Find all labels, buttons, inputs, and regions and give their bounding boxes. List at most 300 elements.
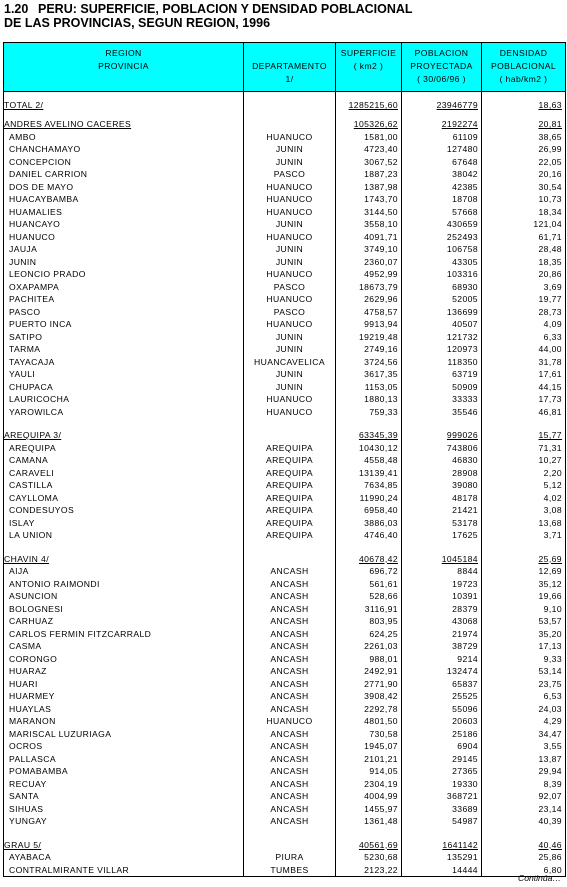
province-name: CONDESUYOS bbox=[4, 504, 244, 517]
table-row bbox=[4, 615, 566, 628]
poblacion-cell: 43068 bbox=[402, 615, 482, 628]
province-name: SANTA bbox=[4, 790, 244, 803]
poblacion-cell: 135291 bbox=[402, 851, 482, 864]
poblacion-cell: 57668 bbox=[402, 206, 482, 219]
total-row bbox=[4, 92, 566, 119]
province-name: LEONCIO PRADO bbox=[4, 268, 244, 281]
densidad-cell: 61,71 bbox=[482, 231, 566, 244]
table-row bbox=[4, 640, 566, 653]
superficie-cell: 1743,70 bbox=[336, 193, 402, 206]
table-row bbox=[4, 678, 566, 691]
superficie-cell: 9913,94 bbox=[336, 318, 402, 331]
densidad-cell: 9,33 bbox=[482, 653, 566, 666]
province-name: HUARI bbox=[4, 678, 244, 691]
spacer-row bbox=[4, 418, 566, 429]
poblacion-cell: 19330 bbox=[402, 778, 482, 791]
superficie-cell: 40678,42 bbox=[336, 553, 402, 566]
table-row bbox=[4, 406, 566, 419]
table-number: 1.20 bbox=[4, 2, 29, 16]
departamento-cell: HUANUCO bbox=[244, 131, 336, 144]
province-name: PALLASCA bbox=[4, 753, 244, 766]
densidad-cell: 4,29 bbox=[482, 715, 566, 728]
poblacion-cell: 23946779 bbox=[402, 92, 482, 119]
region-row bbox=[4, 429, 566, 442]
superficie-cell: 730,58 bbox=[336, 728, 402, 741]
table-row bbox=[4, 603, 566, 616]
table-row bbox=[4, 851, 566, 864]
superficie-cell: 2360,07 bbox=[336, 256, 402, 269]
departamento-cell: ANCASH bbox=[244, 640, 336, 653]
densidad-cell: 24,03 bbox=[482, 703, 566, 716]
superficie-cell: 11990,24 bbox=[336, 492, 402, 505]
table-row bbox=[4, 765, 566, 778]
poblacion-cell: 999026 bbox=[402, 429, 482, 442]
poblacion-cell: 42385 bbox=[402, 181, 482, 194]
province-name: CORONGO bbox=[4, 653, 244, 666]
table-row bbox=[4, 218, 566, 231]
departamento-cell: JUNIN bbox=[244, 218, 336, 231]
superficie-cell: 914,05 bbox=[336, 765, 402, 778]
poblacion-cell: 10391 bbox=[402, 590, 482, 603]
superficie-cell: 1285215,60 bbox=[336, 92, 402, 119]
superficie-cell: 3067,52 bbox=[336, 156, 402, 169]
departamento-cell: HUANUCO bbox=[244, 268, 336, 281]
departamento-cell: HUANUCO bbox=[244, 231, 336, 244]
departamento-cell: ANCASH bbox=[244, 703, 336, 716]
table-row bbox=[4, 803, 566, 816]
table-row bbox=[4, 243, 566, 256]
poblacion-cell: 18708 bbox=[402, 193, 482, 206]
departamento-cell: HUANUCO bbox=[244, 293, 336, 306]
table-row bbox=[4, 368, 566, 381]
table-row bbox=[4, 864, 566, 877]
poblacion-cell: 118350 bbox=[402, 356, 482, 369]
table-row bbox=[4, 728, 566, 741]
departamento-cell: ANCASH bbox=[244, 765, 336, 778]
header-superficie: SUPERFICIE ( km2 ) bbox=[336, 43, 402, 92]
superficie-cell: 624,25 bbox=[336, 628, 402, 641]
departamento-cell: JUNIN bbox=[244, 143, 336, 156]
departamento-cell: ANCASH bbox=[244, 590, 336, 603]
poblacion-cell: 368721 bbox=[402, 790, 482, 803]
table-row bbox=[4, 256, 566, 269]
superficie-cell: 2492,91 bbox=[336, 665, 402, 678]
province-name: ANDRES AVELINO CACERES bbox=[4, 118, 244, 131]
table-row bbox=[4, 590, 566, 603]
region-row bbox=[4, 118, 566, 131]
superficie-cell: 759,33 bbox=[336, 406, 402, 419]
densidad-cell: 19,66 bbox=[482, 590, 566, 603]
poblacion-cell: 38729 bbox=[402, 640, 482, 653]
superficie-cell: 2771,90 bbox=[336, 678, 402, 691]
densidad-cell: 17,73 bbox=[482, 393, 566, 406]
table-row bbox=[4, 206, 566, 219]
departamento-cell: ANCASH bbox=[244, 678, 336, 691]
poblacion-cell: 21974 bbox=[402, 628, 482, 641]
province-name: HUARMEY bbox=[4, 690, 244, 703]
superficie-cell: 561,61 bbox=[336, 578, 402, 591]
superficie-cell: 3617,35 bbox=[336, 368, 402, 381]
poblacion-cell: 65837 bbox=[402, 678, 482, 691]
densidad-cell: 92,07 bbox=[482, 790, 566, 803]
densidad-cell: 9,10 bbox=[482, 603, 566, 616]
densidad-cell: 20,86 bbox=[482, 268, 566, 281]
departamento-cell: PIURA bbox=[244, 851, 336, 864]
densidad-cell: 23,14 bbox=[482, 803, 566, 816]
densidad-cell: 25,69 bbox=[482, 553, 566, 566]
spacer-row bbox=[4, 542, 566, 553]
province-name: CAMANA bbox=[4, 454, 244, 467]
title-line-1: PERU: SUPERFICIE, POBLACION Y DENSIDAD POBLACIONAL bbox=[38, 2, 413, 16]
poblacion-cell: 132474 bbox=[402, 665, 482, 678]
densidad-cell: 28,73 bbox=[482, 306, 566, 319]
densidad-cell: 13,68 bbox=[482, 517, 566, 530]
departamento-cell: JUNIN bbox=[244, 331, 336, 344]
poblacion-cell: 20603 bbox=[402, 715, 482, 728]
poblacion-cell: 53178 bbox=[402, 517, 482, 530]
departamento-cell: TUMBES bbox=[244, 864, 336, 877]
densidad-cell: 35,12 bbox=[482, 578, 566, 591]
departamento-cell bbox=[244, 118, 336, 131]
title-line-2: DE LAS PROVINCIAS, SEGUN REGION, 1996 bbox=[4, 16, 271, 30]
poblacion-cell: 25525 bbox=[402, 690, 482, 703]
departamento-cell: ANCASH bbox=[244, 665, 336, 678]
departamento-cell: ANCASH bbox=[244, 803, 336, 816]
superficie-cell: 4091,71 bbox=[336, 231, 402, 244]
superficie-cell: 4558,48 bbox=[336, 454, 402, 467]
superficie-cell: 1581,00 bbox=[336, 131, 402, 144]
poblacion-cell: 106758 bbox=[402, 243, 482, 256]
departamento-cell: HUANUCO bbox=[244, 181, 336, 194]
superficie-cell: 18673,79 bbox=[336, 281, 402, 294]
departamento-cell: ANCASH bbox=[244, 603, 336, 616]
densidad-cell: 3,71 bbox=[482, 529, 566, 542]
densidad-cell: 3,08 bbox=[482, 504, 566, 517]
densidad-cell: 13,87 bbox=[482, 753, 566, 766]
province-name: AMBO bbox=[4, 131, 244, 144]
province-name: ANTONIO RAIMONDI bbox=[4, 578, 244, 591]
poblacion-cell: 136699 bbox=[402, 306, 482, 319]
departamento-cell: ANCASH bbox=[244, 653, 336, 666]
superficie-cell: 3558,10 bbox=[336, 218, 402, 231]
table-row bbox=[4, 628, 566, 641]
table-row bbox=[4, 815, 566, 828]
departamento-cell: ANCASH bbox=[244, 578, 336, 591]
densidad-cell: 53,57 bbox=[482, 615, 566, 628]
densidad-cell: 30,54 bbox=[482, 181, 566, 194]
superficie-cell: 1387,98 bbox=[336, 181, 402, 194]
table-row bbox=[4, 753, 566, 766]
province-name: CAYLLOMA bbox=[4, 492, 244, 505]
poblacion-cell: 27365 bbox=[402, 765, 482, 778]
densidad-cell: 17,61 bbox=[482, 368, 566, 381]
table-row bbox=[4, 517, 566, 530]
province-name: POMABAMBA bbox=[4, 765, 244, 778]
province-name: AIJA bbox=[4, 565, 244, 578]
superficie-cell: 4746,40 bbox=[336, 529, 402, 542]
densidad-cell: 44,00 bbox=[482, 343, 566, 356]
poblacion-cell: 33333 bbox=[402, 393, 482, 406]
densidad-cell: 44,15 bbox=[482, 381, 566, 394]
densidad-cell: 10,27 bbox=[482, 454, 566, 467]
poblacion-cell: 50909 bbox=[402, 381, 482, 394]
superficie-cell: 63345,39 bbox=[336, 429, 402, 442]
poblacion-cell: 6904 bbox=[402, 740, 482, 753]
table-row bbox=[4, 306, 566, 319]
densidad-cell: 34,47 bbox=[482, 728, 566, 741]
superficie-cell: 4801,50 bbox=[336, 715, 402, 728]
poblacion-cell: 21421 bbox=[402, 504, 482, 517]
table-row bbox=[4, 131, 566, 144]
superficie-cell: 105326,62 bbox=[336, 118, 402, 131]
province-name: CONCEPCION bbox=[4, 156, 244, 169]
densidad-cell: 6,33 bbox=[482, 331, 566, 344]
province-name: LAURICOCHA bbox=[4, 393, 244, 406]
province-name: ISLAY bbox=[4, 517, 244, 530]
poblacion-cell: 29145 bbox=[402, 753, 482, 766]
header-departamento: DEPARTAMENTO 1/ bbox=[244, 43, 336, 92]
departamento-cell: HUANUCO bbox=[244, 393, 336, 406]
superficie-cell: 1153,05 bbox=[336, 381, 402, 394]
table-row bbox=[4, 504, 566, 517]
departamento-cell bbox=[244, 92, 336, 119]
province-name: OXAPAMPA bbox=[4, 281, 244, 294]
province-name: HUAMALIES bbox=[4, 206, 244, 219]
superficie-cell: 5230,68 bbox=[336, 851, 402, 864]
densidad-cell: 4,09 bbox=[482, 318, 566, 331]
continua-note: Continúa… bbox=[518, 873, 561, 883]
table-row bbox=[4, 454, 566, 467]
departamento-cell bbox=[244, 429, 336, 442]
departamento-cell: HUANUCO bbox=[244, 715, 336, 728]
poblacion-cell: 127480 bbox=[402, 143, 482, 156]
superficie-cell: 6958,40 bbox=[336, 504, 402, 517]
poblacion-cell: 68930 bbox=[402, 281, 482, 294]
table-row bbox=[4, 168, 566, 181]
poblacion-cell: 63719 bbox=[402, 368, 482, 381]
densidad-cell: 38,65 bbox=[482, 131, 566, 144]
poblacion-cell: 40507 bbox=[402, 318, 482, 331]
province-name: OCROS bbox=[4, 740, 244, 753]
departamento-cell: AREQUIPA bbox=[244, 492, 336, 505]
densidad-cell: 12,69 bbox=[482, 565, 566, 578]
province-name: DOS DE MAYO bbox=[4, 181, 244, 194]
table-row bbox=[4, 381, 566, 394]
departamento-cell: ANCASH bbox=[244, 815, 336, 828]
departamento-cell: ANCASH bbox=[244, 615, 336, 628]
departamento-cell: JUNIN bbox=[244, 368, 336, 381]
table-row bbox=[4, 778, 566, 791]
departamento-cell: JUNIN bbox=[244, 381, 336, 394]
province-name: TARMA bbox=[4, 343, 244, 356]
province-name: PASCO bbox=[4, 306, 244, 319]
densidad-cell: 22,05 bbox=[482, 156, 566, 169]
poblacion-cell: 8844 bbox=[402, 565, 482, 578]
poblacion-cell: 1641142 bbox=[402, 839, 482, 852]
table-row bbox=[4, 356, 566, 369]
poblacion-cell: 43305 bbox=[402, 256, 482, 269]
table-row bbox=[4, 790, 566, 803]
poblacion-cell: 14444 bbox=[402, 864, 482, 877]
province-name: TAYACAJA bbox=[4, 356, 244, 369]
densidad-cell: 31,78 bbox=[482, 356, 566, 369]
province-name: DANIEL CARRION bbox=[4, 168, 244, 181]
province-name: JAUJA bbox=[4, 243, 244, 256]
table-row bbox=[4, 231, 566, 244]
province-name: TOTAL 2/ bbox=[4, 92, 244, 119]
table-row bbox=[4, 665, 566, 678]
province-name: YUNGAY bbox=[4, 815, 244, 828]
superficie-cell: 2304,19 bbox=[336, 778, 402, 791]
poblacion-cell: 35546 bbox=[402, 406, 482, 419]
superficie-cell: 1887,23 bbox=[336, 168, 402, 181]
province-name: HUARAZ bbox=[4, 665, 244, 678]
table-row bbox=[4, 492, 566, 505]
table-row bbox=[4, 565, 566, 578]
poblacion-cell: 46830 bbox=[402, 454, 482, 467]
province-name: AREQUIPA 3/ bbox=[4, 429, 244, 442]
superficie-cell: 10430,12 bbox=[336, 442, 402, 455]
table-row bbox=[4, 181, 566, 194]
region-row bbox=[4, 839, 566, 852]
departamento-cell: ANCASH bbox=[244, 790, 336, 803]
densidad-cell: 28,48 bbox=[482, 243, 566, 256]
departamento-cell: HUANUCO bbox=[244, 318, 336, 331]
poblacion-cell: 38042 bbox=[402, 168, 482, 181]
province-name: JUNIN bbox=[4, 256, 244, 269]
superficie-cell: 1361,48 bbox=[336, 815, 402, 828]
poblacion-cell: 39080 bbox=[402, 479, 482, 492]
poblacion-cell: 55096 bbox=[402, 703, 482, 716]
departamento-cell: AREQUIPA bbox=[244, 517, 336, 530]
superficie-cell: 4952,99 bbox=[336, 268, 402, 281]
province-name: CASTILLA bbox=[4, 479, 244, 492]
table-row bbox=[4, 703, 566, 716]
table-row bbox=[4, 156, 566, 169]
province-name: HUAYLAS bbox=[4, 703, 244, 716]
poblacion-cell: 52005 bbox=[402, 293, 482, 306]
province-name: RECUAY bbox=[4, 778, 244, 791]
poblacion-cell: 28908 bbox=[402, 467, 482, 480]
province-name: CONTRALMIRANTE VILLAR bbox=[4, 864, 244, 877]
table-row bbox=[4, 331, 566, 344]
superficie-cell: 1455,97 bbox=[336, 803, 402, 816]
table-row bbox=[4, 653, 566, 666]
table-row bbox=[4, 467, 566, 480]
departamento-cell: AREQUIPA bbox=[244, 479, 336, 492]
province-name: LA UNION bbox=[4, 529, 244, 542]
departamento-cell bbox=[244, 553, 336, 566]
superficie-cell: 40561,69 bbox=[336, 839, 402, 852]
densidad-cell: 121,04 bbox=[482, 218, 566, 231]
table-row bbox=[4, 442, 566, 455]
departamento-cell: HUANUCO bbox=[244, 406, 336, 419]
departamento-cell: AREQUIPA bbox=[244, 529, 336, 542]
table-row bbox=[4, 268, 566, 281]
superficie-cell: 4004,99 bbox=[336, 790, 402, 803]
densidad-cell: 18,34 bbox=[482, 206, 566, 219]
poblacion-cell: 430659 bbox=[402, 218, 482, 231]
departamento-cell: JUNIN bbox=[244, 156, 336, 169]
departamento-cell: HUANCAVELICA bbox=[244, 356, 336, 369]
header-poblacion: POBLACION PROYECTADA ( 30/06/96 ) bbox=[402, 43, 482, 92]
superficie-cell: 803,95 bbox=[336, 615, 402, 628]
data-table bbox=[3, 42, 566, 877]
province-name: CARLOS FERMIN FITZCARRALD bbox=[4, 628, 244, 641]
table-row bbox=[4, 690, 566, 703]
table-row bbox=[4, 740, 566, 753]
superficie-cell: 19219,48 bbox=[336, 331, 402, 344]
densidad-cell: 2,20 bbox=[482, 467, 566, 480]
departamento-cell: ANCASH bbox=[244, 690, 336, 703]
superficie-cell: 3749,10 bbox=[336, 243, 402, 256]
superficie-cell: 3886,03 bbox=[336, 517, 402, 530]
poblacion-cell: 252493 bbox=[402, 231, 482, 244]
province-name: CHANCHAMAYO bbox=[4, 143, 244, 156]
densidad-cell: 46,81 bbox=[482, 406, 566, 419]
table-row bbox=[4, 529, 566, 542]
densidad-cell: 4,02 bbox=[482, 492, 566, 505]
superficie-cell: 7634,85 bbox=[336, 479, 402, 492]
poblacion-cell: 120973 bbox=[402, 343, 482, 356]
poblacion-cell: 121732 bbox=[402, 331, 482, 344]
poblacion-cell: 9214 bbox=[402, 653, 482, 666]
departamento-cell: AREQUIPA bbox=[244, 442, 336, 455]
header-row bbox=[4, 43, 566, 92]
departamento-cell: AREQUIPA bbox=[244, 504, 336, 517]
province-name: AREQUIPA bbox=[4, 442, 244, 455]
table-row bbox=[4, 281, 566, 294]
densidad-cell: 26,99 bbox=[482, 143, 566, 156]
departamento-cell: AREQUIPA bbox=[244, 454, 336, 467]
densidad-cell: 5,12 bbox=[482, 479, 566, 492]
densidad-cell: 19,77 bbox=[482, 293, 566, 306]
header-region-provincia: REGION PROVINCIA bbox=[4, 43, 244, 92]
table-row bbox=[4, 318, 566, 331]
superficie-cell: 13139,41 bbox=[336, 467, 402, 480]
header-densidad: DENSIDAD POBLACIONAL ( hab/km2 ) bbox=[482, 43, 566, 92]
departamento-cell: JUNIN bbox=[244, 256, 336, 269]
densidad-cell: 6,80 bbox=[482, 864, 566, 877]
departamento-cell: AREQUIPA bbox=[244, 467, 336, 480]
departamento-cell: ANCASH bbox=[244, 740, 336, 753]
province-name: ASUNCION bbox=[4, 590, 244, 603]
densidad-cell: 35,20 bbox=[482, 628, 566, 641]
densidad-cell: 15,77 bbox=[482, 429, 566, 442]
departamento-cell: HUANUCO bbox=[244, 193, 336, 206]
region-row bbox=[4, 553, 566, 566]
densidad-cell: 3,69 bbox=[482, 281, 566, 294]
spacer-row bbox=[4, 828, 566, 839]
superficie-cell: 4723,40 bbox=[336, 143, 402, 156]
superficie-cell: 3724,56 bbox=[336, 356, 402, 369]
poblacion-cell: 19723 bbox=[402, 578, 482, 591]
departamento-cell: ANCASH bbox=[244, 565, 336, 578]
page-title bbox=[4, 2, 413, 30]
departamento-cell: ANCASH bbox=[244, 753, 336, 766]
densidad-cell: 10,73 bbox=[482, 193, 566, 206]
departamento-cell: JUNIN bbox=[244, 243, 336, 256]
poblacion-cell: 28379 bbox=[402, 603, 482, 616]
departamento-cell bbox=[244, 839, 336, 852]
province-name: PUERTO INCA bbox=[4, 318, 244, 331]
province-name: AYABACA bbox=[4, 851, 244, 864]
densidad-cell: 40,39 bbox=[482, 815, 566, 828]
superficie-cell: 1880,13 bbox=[336, 393, 402, 406]
table-row bbox=[4, 293, 566, 306]
densidad-cell: 17,13 bbox=[482, 640, 566, 653]
superficie-cell: 3144,50 bbox=[336, 206, 402, 219]
